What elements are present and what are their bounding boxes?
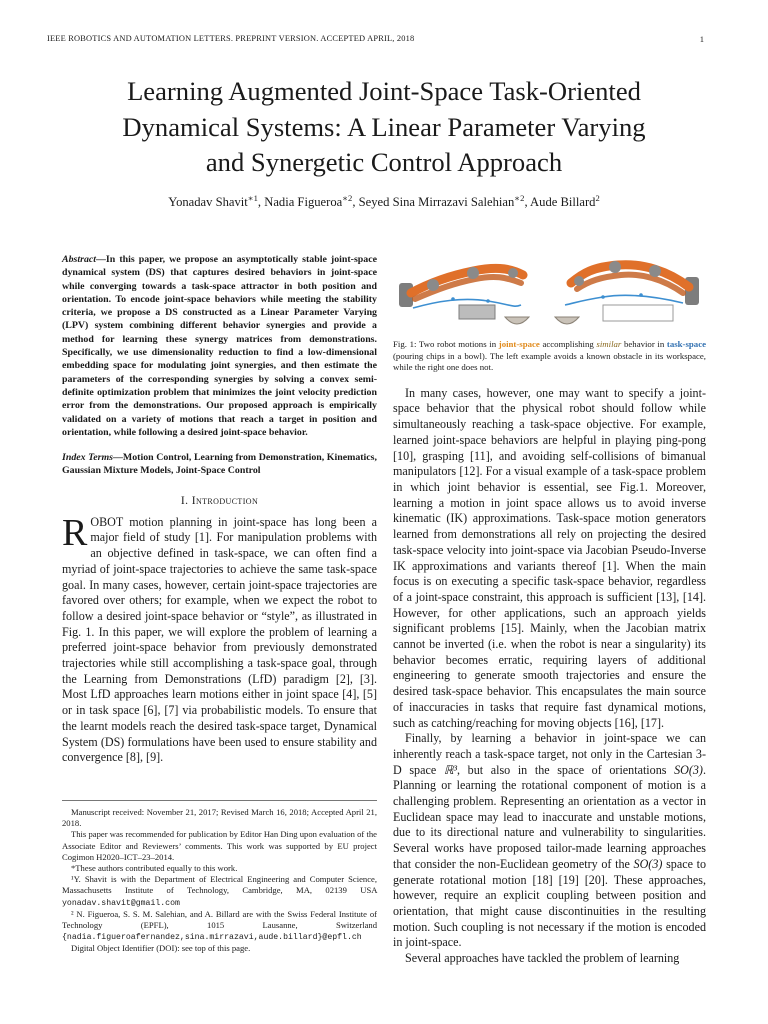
math-so3: SO(3) bbox=[633, 856, 663, 871]
drop-cap: R bbox=[62, 511, 88, 554]
author-name: Aude Billard bbox=[530, 195, 596, 210]
author-name: Nadia Figueroa bbox=[264, 195, 343, 210]
body-paragraph bbox=[393, 731, 706, 951]
body-paragraph: In many cases, however, one may want to specify a joint-space behavior that the physical robot should follow while simultaneously reaching a task-space objective. For example, learned joint-space behaviors are helpful in playing ping-pong [10], grasping [11], and avoiding self-collisions of bimanual manipulators [12]. For a visual example of a task-space problem in which joint behavior is essential, see Fig.1. Moreover, learning a motion in joint space allows us to avoid inverse kinematic (IK) approximations. Task-space motion generators learned from demonstrations all rely on projecting the desired task-space velocity into joint-space via Jacobian Pseudo-Inverse IK approximations and variants thereof [1]. When the main focus is on executing a specific task-space behavior, regardless of a joint-space constraint, this approach is sufficient [13], [14]. However, for other applications, such an approach yields significant problems [15]. Mainly, when the Jacobian matrix cannot be inverted (i.e. when the robot is near a singularity) its behavior becomes erratic, requiring layers of additional engineering to generate smooth trajectories and ensure the desired task-space behavior. This encapsulates the main source of inaccuracies in tasks that require fast dynamical motions, such as catching/reaching for moving objects [16], [17]. bbox=[393, 385, 706, 730]
paper-title bbox=[40, 74, 728, 181]
body-paragraph: Several approaches have tackled the problem of learning bbox=[405, 951, 680, 966]
math-so3: SO(3) bbox=[674, 762, 703, 777]
index-terms bbox=[62, 451, 377, 478]
abstract-lead: Abstract bbox=[62, 254, 97, 265]
caption-text: accomplishing bbox=[539, 339, 597, 349]
author-affiliation-mark: ∗2 bbox=[342, 193, 353, 203]
right-column bbox=[393, 253, 706, 967]
title-line: Dynamical Systems: A Linear Parameter Varying bbox=[122, 111, 646, 142]
abstract bbox=[62, 253, 377, 439]
author-list: Yonadav Shavit$^{∗1}$, Nadia Figueroa$^{∗2}$, Seyed Sina Mirrazavi Salehian$^{∗2}$, Aude Billard$^2$ bbox=[168, 193, 600, 210]
title-line: and Synergetic Control Approach bbox=[205, 147, 563, 177]
intro-paragraph bbox=[62, 511, 377, 766]
footnotes bbox=[62, 800, 377, 955]
index-terms-text: —Motion Control, Learning from Demonstration, Kinematics, Gaussian Mixture Models, Joint-Space Control bbox=[62, 452, 377, 477]
author-affiliation-mark: ∗2 bbox=[514, 193, 525, 203]
keyword-similar: similar bbox=[596, 339, 622, 349]
footnote: This paper was recommended for publication by Editor Han Ding upon evaluation of the Associate Editor and Reviewers’ comments. This work was supported by EU project Cogimon H2020–ICT–23–2014. bbox=[62, 829, 377, 862]
paragraph-text: , but also in the space of orientations bbox=[457, 762, 675, 777]
author-affiliation-mark: ∗1 bbox=[247, 193, 258, 203]
footnote bbox=[62, 909, 377, 944]
caption-text: behavior in bbox=[621, 339, 667, 349]
keyword-joint-space: joint-space bbox=[498, 339, 540, 349]
paragraph-text: Finally, by learning a behavior in joint-space we can inherently reach a task-space target, not only in the Cartesian 3-D space bbox=[393, 731, 706, 777]
figure-robot-motions bbox=[393, 253, 706, 339]
caption-text: (pouring chips in a bowl). The left example avoids a known obstacle in its workspace, while the right one does not. bbox=[393, 350, 706, 373]
intro-text: OBOT motion planning in joint-space has long been a major field of study [1]. For manipulation problems with an objective defined in task-space, we can often find a myriad of joint-space trajectories to achieve the same task-space goal. In many cases, however, certain joint-space trajectories are favored over others; for example, when we expect the robot to follow a desired joint-space behavior or “style”, as illustrated in Fig. 1. In this paper, we will explore the problem of learning a preferred joint-space behavior from previously demonstrated trajectories while still accomplishing a task-space goal, through the Learning from Demonstrations (LfD) paradigm [2], [3]. Most LfD approaches learn motions either in joint space [4], [5] or in task space [6], [7] via probabilistic models. To ensure that the learnt models reach the desired task-space target, Dynamical System (DS) formulations have been used to ensure stability and convergence [8], [9]. bbox=[62, 514, 377, 765]
figure-caption bbox=[393, 339, 706, 374]
running-header: IEEE ROBOTICS AND AUTOMATION LETTERS. PREPRINT VERSION. ACCEPTED APRIL, 2018 bbox=[47, 34, 415, 43]
index-terms-lead: Index Terms bbox=[62, 452, 114, 464]
robot-motion-image bbox=[393, 253, 706, 339]
footnote-text: ² N. Figueroa, S. S. M. Salehian, and A. Billard are with the Swiss Federal Institute of Technology (EPFL), 1015 Lausanne, Switzerland bbox=[62, 908, 377, 931]
left-robot-example bbox=[399, 267, 529, 324]
footnote: *These authors contributed equally to this work. bbox=[71, 863, 238, 874]
abstract-text: —In this paper, we propose an asymptotically stable joint-space dynamical system (DS) that captures desired behaviors in joint-space while converging towards a task-space attractor in both position and orientation. To encode joint-space behaviors while meeting the stability criteria, we propose a DS constructed as a Linear Parameter Varying (LPV) system combining different behavior synergies and provide a method for learning these synergy matrices from demonstrations. Specifically, we use dimensionality reduction to find a low-dimensional embedding space for modulating joint synergies, and then estimate the parameters of the corresponding synergies by solving a convex semi-definite optimization problem that minimizes the joint velocity prediction error from the demonstrations. Our proposed approach is empirically validated on a variety of motions that reach a target in position and orientation, while following a desired joint-space behavior. bbox=[62, 254, 377, 438]
footnote-text: ¹Y. Shavit is with the Department of Electrical Engineering and Computer Science, Massachusetts Institute of Technology, Cambridge, MA, 02139 USA bbox=[62, 874, 377, 896]
left-column bbox=[62, 253, 377, 766]
paragraph-text: . Planning or learning the rotational component of motion is a challenging problem. Representing an orientation as a vector in Euclidean space may lead to inaccurate and unstable motions, due to its directional nature and vulnerability to singularities. Several works have proposed tailor-made learning approaches that consider the non-Euclidean geometry of the bbox=[393, 762, 706, 871]
title-line: Learning Augmented Joint-Space Task-Oriented bbox=[127, 76, 641, 106]
footnote: Manuscript received: November 21, 2017; Revised March 16, 2018; Accepted April 21, 2018. bbox=[62, 807, 377, 829]
author-name: Seyed Sina Mirrazavi Salehian bbox=[358, 195, 515, 210]
author-affiliation-mark: 2 bbox=[595, 193, 600, 203]
keyword-task-space: task-space bbox=[666, 339, 707, 349]
footnote bbox=[62, 874, 377, 909]
footnote: Digital Object Identifier (DOI): see top of this page. bbox=[71, 943, 251, 954]
caption-text: Fig. 1: Two robot motions in bbox=[393, 339, 499, 349]
page-number: 1 bbox=[699, 34, 704, 44]
paragraph-text: space to generate rotational motion [18] [19] [20]. These approaches, however, require an explicit coupling between position and orientation, that might cause discontinuities in the resulting motion. Such coupling is not necessary if the motion is encoded in joint-space. bbox=[393, 856, 706, 950]
author-email[interactable]: yonadav.shavit@gmail.com bbox=[62, 898, 180, 908]
math-r3: ℝ³ bbox=[443, 762, 458, 777]
section-heading: I. Introduction bbox=[180, 493, 259, 507]
author-name: Yonadav Shavit bbox=[168, 195, 248, 210]
author-email[interactable]: {nadia.figueroafernandez,sina.mirrazavi,aude.billard}@epfl.ch bbox=[62, 933, 362, 943]
right-robot-example bbox=[555, 261, 699, 324]
